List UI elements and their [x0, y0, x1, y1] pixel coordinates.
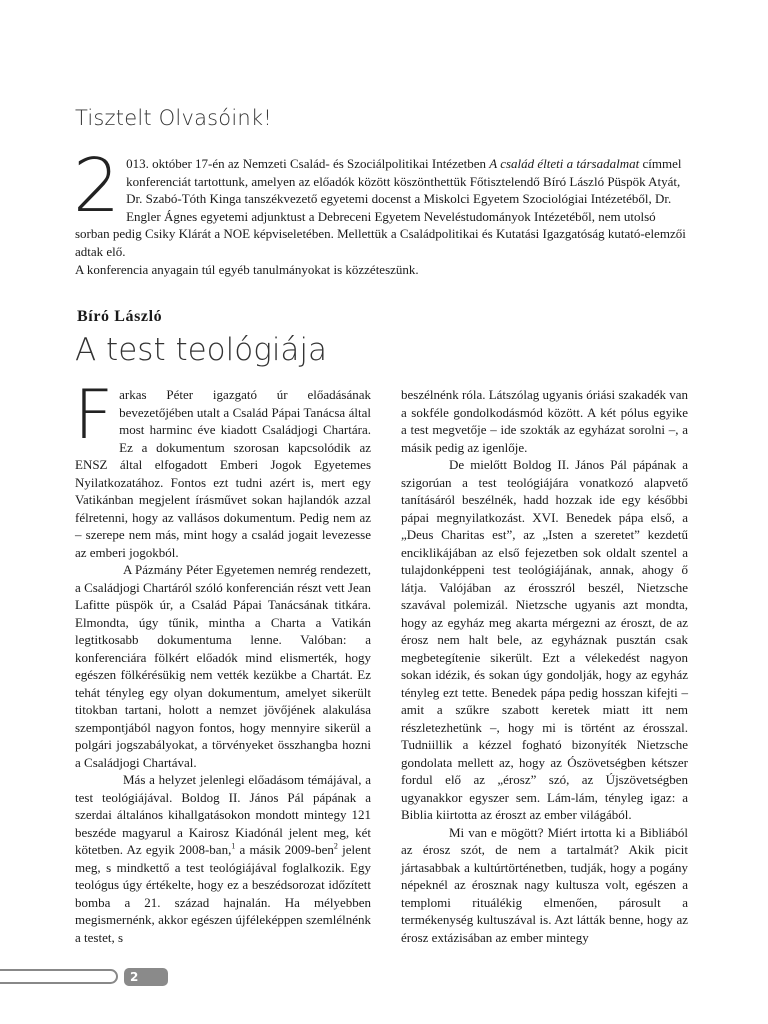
left-p3-part1: Más a helyzet jelenlegi előadásom témájával, a test teológiájával. Boldog II. János Pál pápának a szerdai általános kihallgatásokon mondott mintegy 121 beszéde magyarul a Kairosz Kiadónál jelent meg, két kötetben. Az egyik 2008-ban, [75, 772, 371, 857]
article-dropcap: F [74, 376, 114, 455]
footnote-ref-2: 2 [333, 841, 338, 851]
footnote-ref-1: 1 [231, 841, 236, 851]
left-paragraph-2: A Pázmány Péter Egyetemen nemrég rendezett, a Családjogi Chartáról szóló konferencián részt vett Jean Lafitte püspök úr, a Család Pápai Tanácsának titkára. Elmondta, úgy tűnik, mintha a Charta a Vatikán legtitkosabb dokumentuma lenne. Valóban: a konferenciára fölkért előadók mind elismerték, hogy egészen fölkérésükig nem vették kezükbe a Chartát. Ez tehát tényleg egy olyan dokumentum, amelyet sikerült titokban tartani, holott a nemzet jövőjének alakulása szempontjából nagyon fontos, hogy mennyire sikerül a polgári jogszabályokat, a törvényeket összhangba hozni a Családjogi Chartával. [75, 562, 371, 770]
left-p3-part2: a másik 2009-ben [235, 842, 334, 857]
intro-text-before: 013. október 17-én az Nemzeti Család- és Szociálpolitikai Intézetben [126, 156, 490, 171]
intro-closing: A konferencia anyagain túl egyéb tanulmányokat is közzéteszünk. [75, 261, 419, 277]
intro-paragraph [73, 143, 690, 278]
left-paragraph-1 [74, 376, 371, 561]
intro-text-after: címmel konferenciát tartottunk, amelyen az előadók között köszönthettük Főtisztelendő Bíró László Püspök Atyát, Dr. Szabó-Tóth Kinga tanszékvezető egyetemi docenst a Miskolci Egyetem Szociológiai Intézetéből, Dr. Engler Ágnes egyetemi adjunktust a Debreceni Egyetem Neveléstudományok Intézetéből, nem utolsó sorban pedig Csiky Klárát a NOE képviseletében. Mellettük a Családpolitikai és Kutatási Igazgatóság kutató-elemzői adtak elő. [75, 156, 686, 259]
greeting-heading: Tisztelt Olvasóink! [75, 106, 272, 130]
conference-title: A család élteti a társadalmat [489, 156, 640, 171]
left-paragraph-3 [75, 771, 371, 946]
left-paragraph-1-text: arkas Péter igazgató úr előadásának bevezetőjében utalt a Család Pápai Tanácsa által most harminc éve kiadott Családjogi Chartára. Ez a dokumentum szorosan kapcsolódik az ENSZ által elfogadott Emberi Jogok Egyetemes Nyilatkozatához. Fontos ezt tudni azért is, mert egy Vatikánban megjelent írásművet sokan hajlandók azzal félretenni, hogy az vallásos dokumentum. Pedig nem az – szerepe nem más, mint hogy a család jogait levezesse az emberi jogokból. [75, 387, 371, 560]
footer-decorative-bar [0, 969, 118, 984]
left-p3-part3: jelent meg, s mindkettő a test teológiájával foglalkozik. Egy teológus úgy értékelte, hogy ez a beszédsorozat időzített bomba a 21. század hajnalán. Ha mélyebben megismernénk, akkor egészen újféleképpen szemlélnénk a testet, s [75, 842, 372, 945]
article-right-column [401, 386, 688, 946]
article-left-column [74, 376, 372, 946]
article-author: Bíró László [77, 308, 163, 325]
intro-dropcap: 2 [73, 143, 121, 229]
right-paragraph-1: beszélnénk róla. Látszólag ugyanis óriási szakadék van a sokféle gondolkodásmód között. A két pólus egyike a test megvetője – ide szokták az egyházat sorolni –, a másik pedig az igenlője. [401, 387, 688, 455]
page-number-badge: 2 [124, 968, 168, 986]
right-paragraph-3: Mi van e mögött? Miért irtotta ki a Bibliából az érosz szót, de nem a tartalmát? Akik picit jártasabbak a kultúrtörténetben, tudják, hogy a pogány népeknél az érosznak nagy kultusza volt, egészen a templomi rituálékig elmenően, párosult a termékenység kultuszával is. Azt látták benne, hogy az érosz extázisában az ember mintegy [401, 824, 688, 945]
right-paragraph-2: De mielőtt Boldog II. János Pál pápának a szigorúan a test teológiájára vonatkozó alapvető tanításáról beszélnék, hadd hozzak ide egy későbbi pápai megnyilatkozást. XVI. Benedek pápa első, a „Deus Charitas est”, az „Isten a szeretet” kezdetű enciklikájában az első fejezetben sok oldalt szentel a tulajdonképpeni test teológiájának, annak, ahogy ő látja. Valójában az érosszról beszél, Nietzsche szavával polemizál. Nietzsche ugyanis azt mondta, hogy az egyház meg akarta mérgezni az éroszt, de az érosz nem halt bele, az egyháznak pusztán csak megbetegítenie sikerült. Ezt a vélekedést nagyon sokan idézik, és sokan úgy gondolják, hogy az egyház tényleg ezt tette. Benedek pápa pedig hosszan kifejti – amit a szűkre szabott keretek miatt itt nem részletezhetünk –, hogy mi is történt az érosszal. Tudniillik a kézzel fogható bizonyíték Nietzsche gondolata mellett az, hogy az Ószövetségben kétszer fordul elő az „érosz” szó, az Újszövetségben ugyanakkor egyszer sem. Lám-lám, tényleg igaz: a Biblia kiirtotta az éroszt az ember világából. [401, 457, 688, 822]
article-title: A test teológiája [75, 332, 328, 368]
